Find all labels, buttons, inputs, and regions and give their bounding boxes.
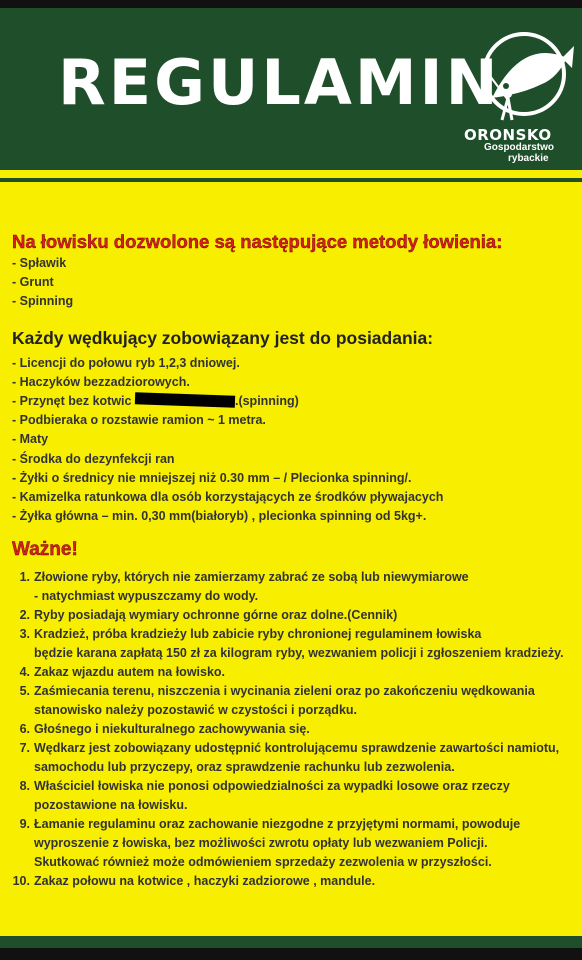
rule-item	[12, 872, 578, 891]
list-item: - Żyłki o średnicy nie mniejszej niż 0.30 mm – / Plecionka spinning/.	[12, 470, 412, 485]
rule-item	[12, 606, 578, 625]
list-item: - Spławik	[12, 256, 67, 270]
rule-text: Ryby posiadają wymiary ochronne górne oraz dolne.(Cennik)	[34, 608, 398, 623]
rule-text: pozostawione na łowisku.	[34, 798, 188, 813]
logo-subtitle: rybackie	[508, 153, 549, 164]
list-item: - Grunt	[12, 275, 54, 290]
fisherman-fish-logo-icon	[462, 28, 577, 128]
rule-number: 5.	[19, 684, 30, 699]
rule-number: 1.	[19, 570, 30, 585]
list-item: - Haczyków bezzadziorowych.	[12, 374, 190, 389]
list-item: - Środka do dezynfekcji ran	[12, 451, 175, 466]
regulations-sign	[0, 8, 582, 948]
redaction-mark	[135, 392, 235, 407]
list-item	[12, 392, 578, 411]
requirements-list	[12, 354, 578, 527]
rules-list	[12, 568, 578, 891]
divider	[0, 170, 582, 178]
rule-number: 4.	[19, 665, 30, 680]
rule-text: będzie karana zapłatą 150 zł za kilogram ryby, wezwaniem policji i zgłoszeniem kradzieży.	[34, 646, 564, 661]
rule-text: Zakaz wjazdu autem na łowisko.	[34, 665, 226, 680]
list-item-suffix: .(spinning)	[234, 394, 299, 409]
rule-number: 8.	[19, 779, 30, 794]
rule-number: 6.	[19, 722, 30, 737]
rule-text: stanowisko należy pozostawić w czystości i porządku.	[34, 703, 358, 718]
list-item: - Maty	[12, 432, 49, 447]
header-banner	[0, 8, 582, 170]
list-item: - Licencji do połowu ryb 1,2,3 dniowej.	[12, 355, 240, 370]
rule-text: Głośnego i niekulturalnego zachowywania się.	[34, 722, 310, 737]
rule-text: wyproszenie z łowiska, bez możliwości zwrotu opłaty lub wezwaniem Policji.	[34, 836, 488, 851]
important-heading: Ważne!	[12, 539, 78, 561]
requirements-heading: Każdy wędkujący zobowiązany jest do posiadania:	[12, 327, 434, 348]
rule-number: 3.	[19, 627, 30, 642]
rule-item	[12, 568, 578, 606]
rule-text: Kradzież, próba kradzieży lub zabicie ryby chronionej regulaminem łowiska	[34, 627, 482, 642]
rule-text: Właściciel łowiska nie ponosi odpowiedzialności za wypadki losowe oraz rzeczy	[34, 779, 510, 794]
rule-number: 10.	[12, 874, 30, 889]
rule-text: Wędkarz jest zobowiązany udostępnić kontrolującemu sprawdzenie zawartości namiotu,	[34, 741, 560, 756]
list-item: - Spinning	[12, 294, 74, 309]
divider	[0, 178, 582, 182]
rule-item	[12, 739, 578, 777]
page-title: REGULAMIN	[58, 46, 501, 119]
list-item: - Żyłka główna – min. 0,30 mm(białoryb) , plecionka spinning od 5kg+.	[12, 509, 427, 524]
rule-item	[12, 777, 578, 815]
rule-item	[12, 682, 578, 720]
methods-heading: Na łowisku dozwolone są następujące metody łowienia:	[12, 231, 503, 252]
logo-subtitle: Gospodarstwo	[484, 142, 555, 153]
rule-item	[12, 815, 578, 872]
list-item: - Kamizelka ratunkowa dla osób korzystających ze środków pływajacych	[12, 490, 444, 505]
logo-brand: ORONSKO	[464, 126, 552, 144]
list-item: - Podbieraka o rozstawie ramion ~ 1 metra.	[12, 413, 266, 428]
rule-number: 7.	[19, 741, 30, 756]
regulations-content	[12, 230, 578, 891]
logo	[462, 28, 577, 168]
rule-text: Łamanie regulaminu oraz zachowanie niezgodne z przyjętymi normami, powoduje	[34, 817, 521, 832]
rule-item	[12, 625, 578, 663]
rule-item	[12, 663, 578, 682]
rule-text: Zaśmiecania terenu, niszczenia i wycinania zieleni oraz po zakończeniu wędkowania	[34, 684, 535, 699]
rule-item	[12, 720, 578, 739]
list-item-text: - Przynęt bez kotwic	[12, 394, 132, 409]
methods-list	[12, 254, 578, 312]
rule-text: samochodu lub przyczepy, oraz sprawdzenie rachunku lub zezwolenia.	[34, 760, 455, 775]
rule-number: 9.	[19, 817, 30, 832]
rule-number: 2.	[19, 608, 30, 623]
footer-bar	[0, 936, 582, 948]
rule-text: - natychmiast wypuszczamy do wody.	[34, 589, 259, 604]
rule-text: Skutkować również może odmówieniem sprzedaży zezwolenia w przyszłości.	[34, 855, 492, 870]
rule-text: Złowione ryby, których nie zamierzamy zabrać ze sobą lub niewymiarowe	[34, 570, 469, 585]
rule-text: Zakaz połowu na kotwice , haczyki zadziorowe , mandule.	[34, 874, 376, 889]
